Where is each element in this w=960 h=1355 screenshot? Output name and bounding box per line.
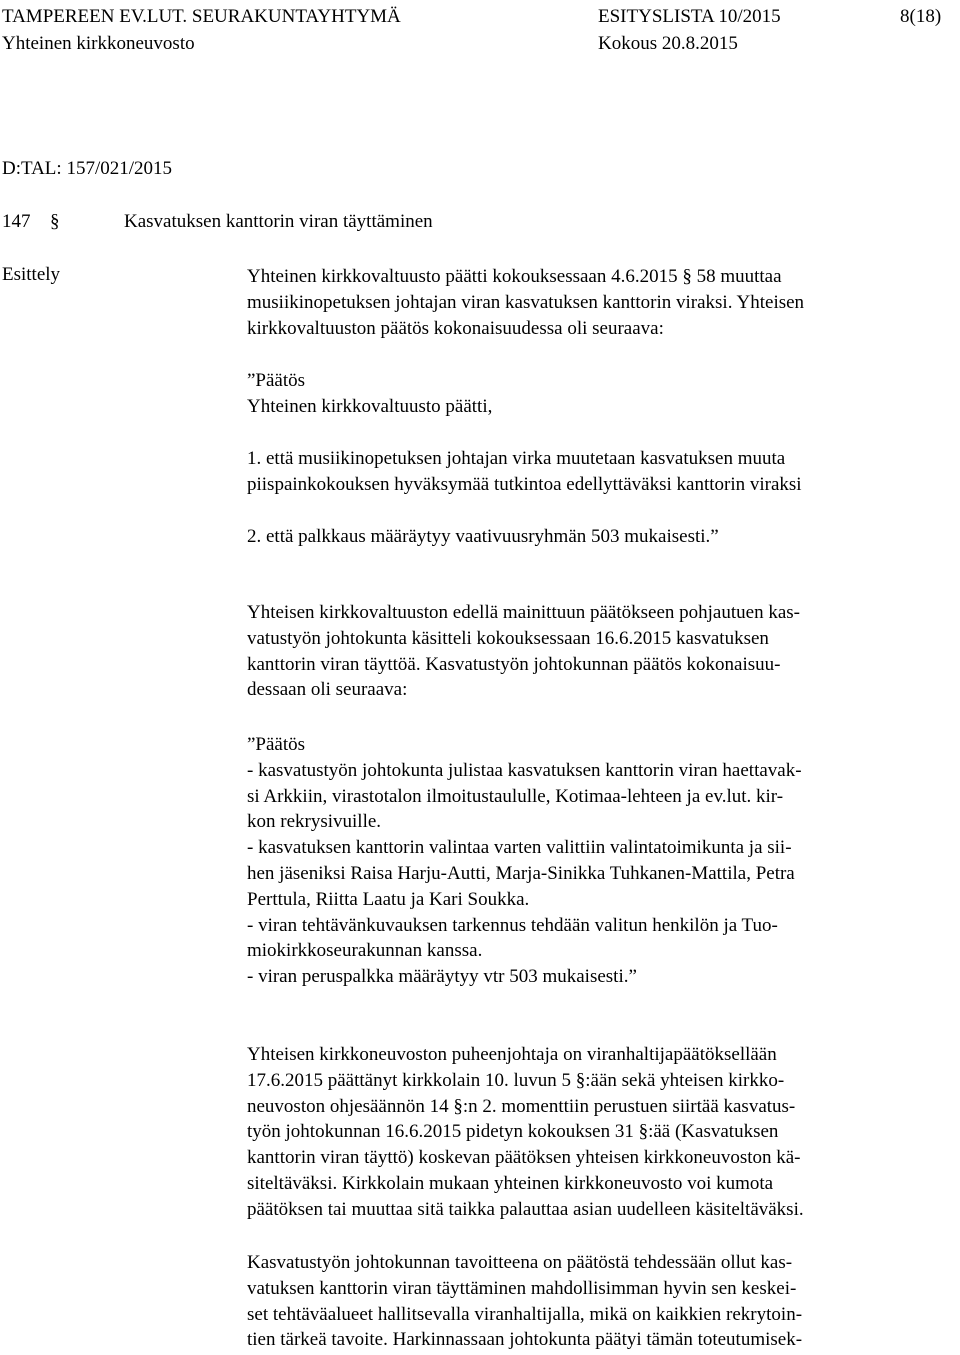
label-esittely: Esittely bbox=[2, 264, 61, 285]
diary-number: D:TAL: 157/021/2015 bbox=[2, 158, 172, 179]
paragraph-line: hen jäseniksi Raisa Harju-Autti, Marja-Sinikka Tuhkanen-Mattila, Petra bbox=[247, 862, 795, 884]
paragraph-line: - kasvatustyön johtokunta julistaa kasvatuksen kanttorin viran haettavak- bbox=[247, 759, 802, 781]
header-organization: TAMPEREEN EV.LUT. SEURAKUNTAYHTYMÄ bbox=[2, 6, 401, 27]
paragraph-line: kirkkovaltuuston päätös kokonaisuudessa oli seuraava: bbox=[247, 317, 664, 339]
paragraph-line: Perttula, Riitta Laatu ja Kari Soukka. bbox=[247, 888, 530, 910]
paragraph-line: ”Päätös bbox=[247, 734, 306, 755]
paragraph-line: 17.6.2015 päättänyt kirkkolain 10. luvun 5 §:ään sekä yhteisen kirkko- bbox=[247, 1069, 785, 1091]
paragraph bbox=[247, 264, 804, 341]
header-meeting-date: Kokous 20.8.2015 bbox=[598, 33, 738, 54]
item-title: Kasvatuksen kanttorin viran täyttäminen bbox=[124, 211, 433, 232]
header-body: Yhteinen kirkkoneuvosto bbox=[2, 33, 195, 54]
paragraph-line: dessaan oli seuraava: bbox=[247, 679, 408, 701]
paragraph-line: miokirkkoseurakunnan kanssa. bbox=[247, 940, 483, 962]
paragraph-line: vatuksen kanttorin viran täyttäminen mahdollisimman hyvin sen keskei- bbox=[247, 1277, 797, 1299]
item-number: 147 bbox=[2, 211, 31, 232]
paragraph-line: Yhteisen kirkkovaltuuston edellä mainittuun päätökseen pohjautuen kas- bbox=[247, 602, 800, 623]
paragraph bbox=[247, 1042, 804, 1223]
paragraph-line: set tehtäväalueet hallitsevalla viranhaltijalla, mikä on kaikkien rekrytoin- bbox=[247, 1303, 803, 1325]
paragraph-line: neuvoston ohjesäännön 14 §:n 2. momenttiin perustuen siirtää kasvatus- bbox=[247, 1095, 796, 1117]
paragraph-line: 2. että palkkaus määräytyy vaativuusryhmän 503 mukaisesti.” bbox=[247, 526, 719, 547]
paragraph-line: Yhteisen kirkkoneuvoston puheenjohtaja on viranhaltijapäätöksellään bbox=[247, 1044, 777, 1065]
paragraph-line: siteltäväksi. Kirkkolain mukaan yhteinen kirkkoneuvosto voi kumota bbox=[247, 1172, 774, 1194]
header-document-number: ESITYSLISTA 10/2015 bbox=[598, 6, 781, 27]
paragraph-line: 1. että musiikinopetuksen johtajan virka muutetaan kasvatuksen muuta bbox=[247, 448, 786, 469]
paragraph-line: - kasvatuksen kanttorin valintaa varten valittiin valintatoimikunta ja sii- bbox=[247, 837, 792, 859]
paragraph-line: Kasvatustyön johtokunnan tavoitteena on päätöstä tehdessään ollut kas- bbox=[247, 1252, 793, 1273]
paragraph-line: musiikinopetuksen johtajan viran kasvatuksen kanttorin viraksi. Yhteisen bbox=[247, 291, 805, 313]
paragraph-line: - viran peruspalkka määräytyy vtr 503 mukaisesti.” bbox=[247, 966, 637, 988]
section-symbol: § bbox=[50, 211, 60, 232]
paragraph-line: Yhteinen kirkkovaltuusto päätti, bbox=[247, 395, 493, 417]
header-page-number: 8(18) bbox=[900, 6, 942, 27]
paragraph-line: kanttorin viran täyttö) koskevan päätöksen yhteisen kirkkoneuvoston kä- bbox=[247, 1147, 801, 1169]
paragraph-line: ”Päätös bbox=[247, 370, 306, 391]
paragraph-line: piispainkokouksen hyväksymää tutkintoa edellyttäväksi kanttorin viraksi bbox=[247, 473, 802, 495]
paragraph-line: työn johtokunnan 16.6.2015 pidetyn kokouksen 31 §:ää (Kasvatuksen bbox=[247, 1121, 779, 1143]
paragraph-line: Yhteinen kirkkovaltuusto päätti kokouksessaan 4.6.2015 § 58 muuttaa bbox=[247, 266, 782, 287]
paragraph bbox=[247, 600, 800, 703]
paragraph bbox=[247, 524, 719, 550]
paragraph bbox=[247, 1250, 802, 1353]
paragraph-line: tien tärkeä tavoite. Harkinnassaan johtokunta päätyi tämän toteutumisek- bbox=[247, 1329, 803, 1351]
paragraph-line: si Arkkiin, virastotalon ilmoitustaululle, Kotimaa-lehteen ja ev.lut. kir- bbox=[247, 785, 784, 807]
paragraph-line: vatustyön johtokunta käsitteli kokouksessaan 16.6.2015 kasvatuksen bbox=[247, 627, 769, 649]
paragraph bbox=[247, 368, 492, 420]
paragraph-line: kon rekrysivuille. bbox=[247, 811, 382, 833]
paragraph bbox=[247, 446, 802, 498]
paragraph-line: päätöksen tai muuttaa sitä taikka palauttaa asian uudelleen käsiteltäväksi. bbox=[247, 1198, 804, 1220]
paragraph-line: kanttorin viran täyttöä. Kasvatustyön johtokunnan päätös kokonaisuu- bbox=[247, 653, 781, 675]
paragraph bbox=[247, 732, 802, 990]
paragraph-line: - viran tehtävänkuvauksen tarkennus tehdään valitun henkilön ja Tuo- bbox=[247, 914, 778, 936]
